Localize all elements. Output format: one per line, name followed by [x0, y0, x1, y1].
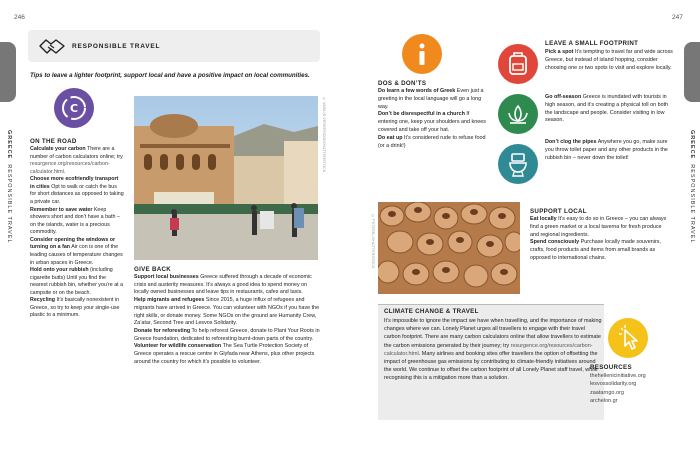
climate-calculator-link[interactable]: resurgence.org/resources/carbon-calculator.html [384, 342, 593, 357]
svg-text:C: C [69, 102, 79, 115]
dos-donts-title: DOS & DON’TS [378, 80, 427, 87]
clay-pots-photo [378, 202, 520, 294]
list-item: Don’t clog the pipes Anywhere you go, make sure you throw toilet paper and any other products in the rubbish bin – never down the toilet! [545, 139, 668, 161]
left-thumb-tab [0, 42, 16, 102]
athens-street-photo [134, 96, 318, 260]
support-local-body [530, 216, 672, 263]
resources-title: RESOURCES [590, 364, 632, 371]
page-number-right: 247 [672, 14, 683, 21]
pots-photo-credit: © PETEREL/SHUTTERSTOCK [370, 214, 375, 269]
lotus-icon [498, 94, 538, 134]
list-item: Hold onto your rubbish (including cigarette butts) Until you find the nearest rubbish bin, whether you’re at a campsite or on the beach. [30, 267, 124, 296]
list-item: Recycling It’s basically nonexistent in Greece, so try to keep your single-use plastic to a minimum. [30, 297, 120, 319]
support-local-section [530, 208, 672, 263]
climate-section [384, 308, 602, 382]
list-item: Donate for reforesting To help reforest Greece, donate to Plant Your Roots in Greece foundation, dedicated to reforesting burnt-down parts of the country. [134, 327, 320, 342]
on-the-road-title: ON THE ROAD [30, 138, 77, 145]
cycle-arrows-icon [54, 88, 94, 128]
give-back-body [134, 274, 320, 366]
right-thumb-tab [684, 42, 700, 102]
spine-right: GREECE RESPONSIBLE TRAVEL [689, 130, 696, 244]
list-item: Support local businesses Greece suffered through a decade of economic crisis and austerity measures. It’s always a good idea to spend money on locally owned businesses and leave tips in restaurants, cafes and taxis. [134, 274, 312, 296]
list-item: Don’t be disrespectful in a church If entering one, keep your shoulders and knees covered and take off your hat. [378, 111, 486, 133]
photo-credit: © VASILIS VERVERIDIS/SHUTTERSTOCK [321, 97, 326, 173]
climate-title: CLIMATE CHANGE & TRAVEL [384, 308, 479, 315]
give-back-section [134, 266, 320, 366]
list-item: Do eat up It’s considered rude to refuse food (or a drink!) [378, 134, 486, 149]
give-back-title: GIVE BACK [134, 266, 172, 273]
section-title: RESPONSIBLE TRAVEL [72, 43, 161, 50]
spine-left: GREECE RESPONSIBLE TRAVEL [6, 130, 13, 244]
list-item: Choose more ecofriendly transport in cities Opt to walk or catch the bus for short distances as opposed to taking a private car. [30, 176, 124, 205]
list-item: Eat locally It’s easy to do so in Greece – you can always find a green market or a local taverna for fresh produce and regional ingredients. [530, 216, 667, 238]
intro-text: Tips to leave a lighter footprint, support local and have a positive impact on local communities. [30, 72, 310, 79]
resource-link[interactable]: zaatarngo.org [590, 389, 624, 396]
list-item: Do learn a few words of Greek Even just a greeting in the local language will go a long way. [378, 88, 484, 110]
list-item: Remember to save water Keep showers short and don’t have a bath – on the islands, water is a precious commodity. [30, 206, 120, 236]
resources-section [590, 364, 682, 405]
support-local-title: SUPPORT LOCAL [530, 208, 587, 215]
on-the-road-section [30, 138, 124, 320]
resource-link[interactable]: lesvossolidarity.org [590, 381, 637, 388]
list-item: Go off-season Greece is inundated with tourists in high season, and it’s creating a physical toll on both the landscape and people. Consider visiting in low season. [545, 94, 669, 124]
footprint-title: LEAVE A SMALL FOOTPRINT [545, 40, 639, 47]
list-item: Pick a spot It’s tempting to travel far and wide across Greece, but instead of island hopping, consider choosing one or two spots to visit and explore locally. [545, 49, 673, 71]
list-item: Consider opening the windows or turning on a fan Air con is one of the leading causes of temperature changes in urban spaces in Greece. [30, 236, 123, 266]
toilet-icon [498, 144, 538, 184]
list-item: Help migrants and refugees Since 2015, a huge influx of refugees and migrants have arrived in Greece. You can volunteer with NGOs if you have the right skills, or donate money. Some NGOs on the ground are Humanity Crew, Za’atar, Second Tree and Lesvos Solidarity. [134, 297, 320, 327]
backpack-icon [498, 44, 538, 84]
list-item: Volunteer for wildlife conservation The Sea Turtle Protection Society of Greece operates a rescue centre in Glyfada near Athens, plus other projects around the country for which it’s possible to volunteer. [134, 343, 315, 365]
handshake-icon [38, 36, 66, 56]
pointer-click-icon [608, 318, 648, 358]
list-item: Calculate your carbon There are a number of carbon calculators online; try resurgence.org/resources/carbon-calculator.html. [30, 146, 123, 175]
list-item: Spend consciously Purchase locally made souvenirs, crafts, food products and items from small brands as opposed to international chains. [530, 239, 661, 261]
resource-link[interactable]: thehellenicinitiative.org [590, 373, 646, 380]
on-the-road-body [30, 146, 124, 320]
resource-link[interactable]: archelon.gr [590, 397, 618, 404]
info-icon [402, 34, 442, 74]
dos-donts-body [378, 88, 490, 150]
dos-donts-section [378, 80, 490, 150]
carbon-calculator-link[interactable]: resurgence.org/resources/carbon-calculator.html [30, 161, 110, 175]
climate-body: It’s impossible to ignore the impact we have when travelling, and the importance of making changes where we can. Lonely Planet urges all travellers to engage with their travel carbon footprint. There are many carbon calculators online that allow travellers to estimate the carbon emissions generated by their journey; try resurgence.org/resources/carbon-calculator.html. Many airlines and booking sites offer travellers the option of offsetting the impact of greenhouse gas emissions by contributing to climate-friendly initiatives around the world. We continue to offset the carbon footprint of all Lonely Planet staff travel, while recognising this is a mitigation more than a solution. [384, 318, 602, 382]
page-number-left: 246 [14, 14, 25, 21]
